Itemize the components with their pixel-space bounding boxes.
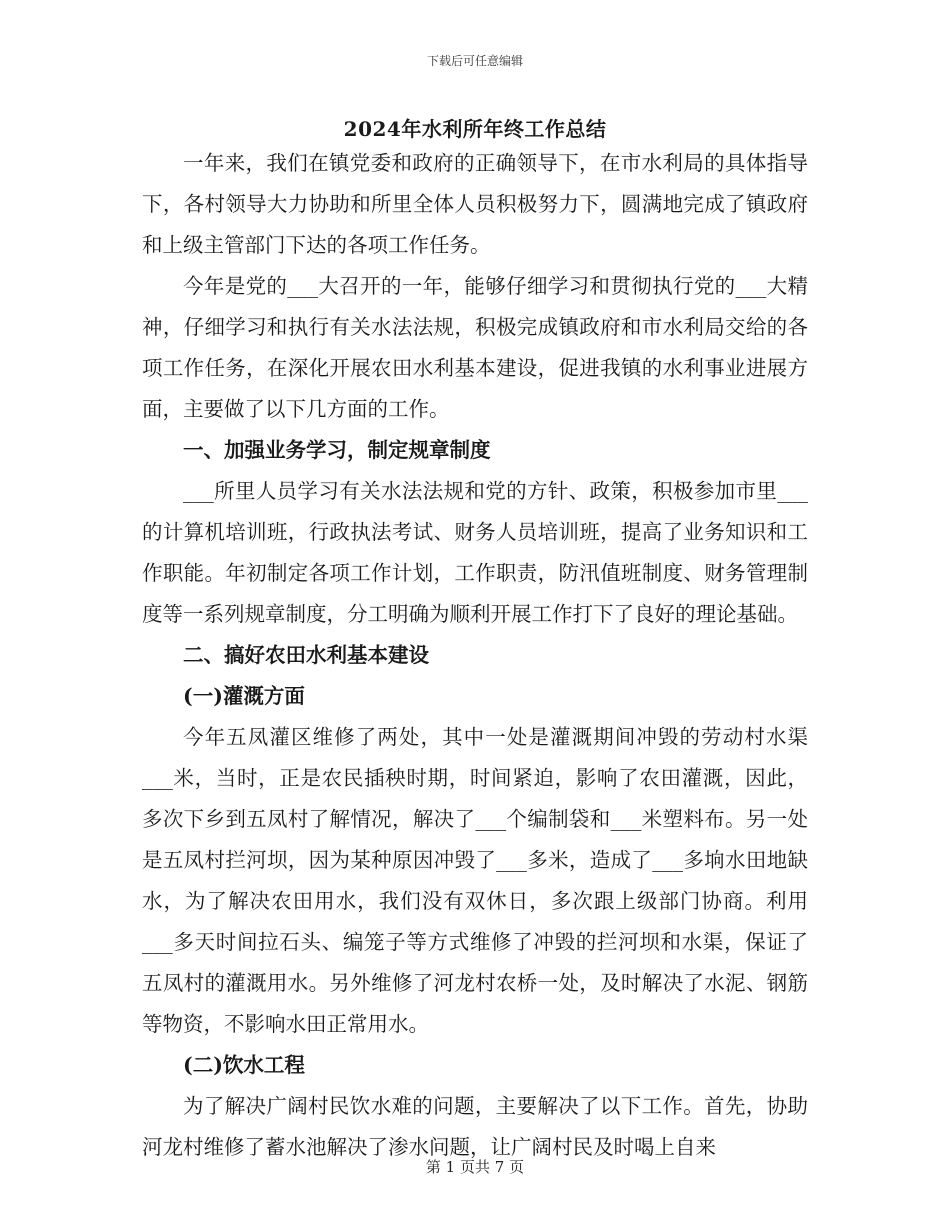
paragraph-irrigation: 今年五凤灌区维修了两处，其中一处是灌溉期间冲毁的劳动村水渠___米，当时，正是农民插秧时期，时间紧迫，影响了农田灌溉，因此，多次下乡到五凤村了解情况，解决了___个编制袋和___米塑料布。另一处是五凤村拦河坝，因为某种原因冲毁了___多米，造成了___多垧水田地缺水，为了解决农田用水，我们没有双休日，多次跟上级部门协商。利用___多天时间拉石头、编笼子等方式维修了冲毁的拦河坝和水渠，保证了五凤村的灌溉用水。另外维修了河龙村农桥一处，及时解决了水泥、钢筋等物资，不影响水田正常用水。 — [142, 725, 808, 1036]
document-body — [142, 143, 808, 1168]
subsection-heading-drinking-water: (二)饮水工程 — [183, 1053, 305, 1077]
paragraph-drinking-water: 为了解决广阔村民饮水难的问题，主要解决了以下工作。首先，协助河龙村维修了蓄水池解决了渗水问题，让广阔村民及时喝上自来 — [142, 1094, 808, 1159]
document-title: 2024年水利所年终工作总结 — [343, 117, 607, 141]
paragraph-section-1: ___所里人员学习有关水法法规和党的方针、政策，积极参加市里___的计算机培训班，行政执法考试、财务人员培训班，提高了业务知识和工作职能。年初制定各项工作计划，工作职责，防汛值班制度、财务管理制度等一系列规章制度，分工明确为顺利开展工作打下了良好的理论基础。 — [142, 479, 808, 626]
section-heading-2: 二、搞好农田水利基本建设 — [183, 643, 429, 667]
paragraph-overview: 今年是党的___大召开的一年，能够仔细学习和贯彻执行党的___大精神，仔细学习和执行有关水法法规，积极完成镇政府和市水利局交给的各项工作任务，在深化开展农田水利基本建设，促进我镇的水利事业进展方面，主要做了以下几方面的工作。 — [142, 274, 808, 421]
section-heading-1: 一、加强业务学习，制定规章制度 — [183, 438, 491, 462]
subsection-heading-irrigation: (一)灌溉方面 — [183, 684, 305, 708]
paragraph-intro: 一年来，我们在镇党委和政府的正确领导下，在市水利局的具体指导下，各村领导大力协助和所里全体人员积极努力下，圆满地完成了镇政府和上级主管部门下达的各项工作任务。 — [142, 151, 808, 257]
page-number: 第 1 页共 7 页 — [425, 1158, 525, 1176]
header-note: 下载后可任意编辑 — [426, 54, 523, 68]
